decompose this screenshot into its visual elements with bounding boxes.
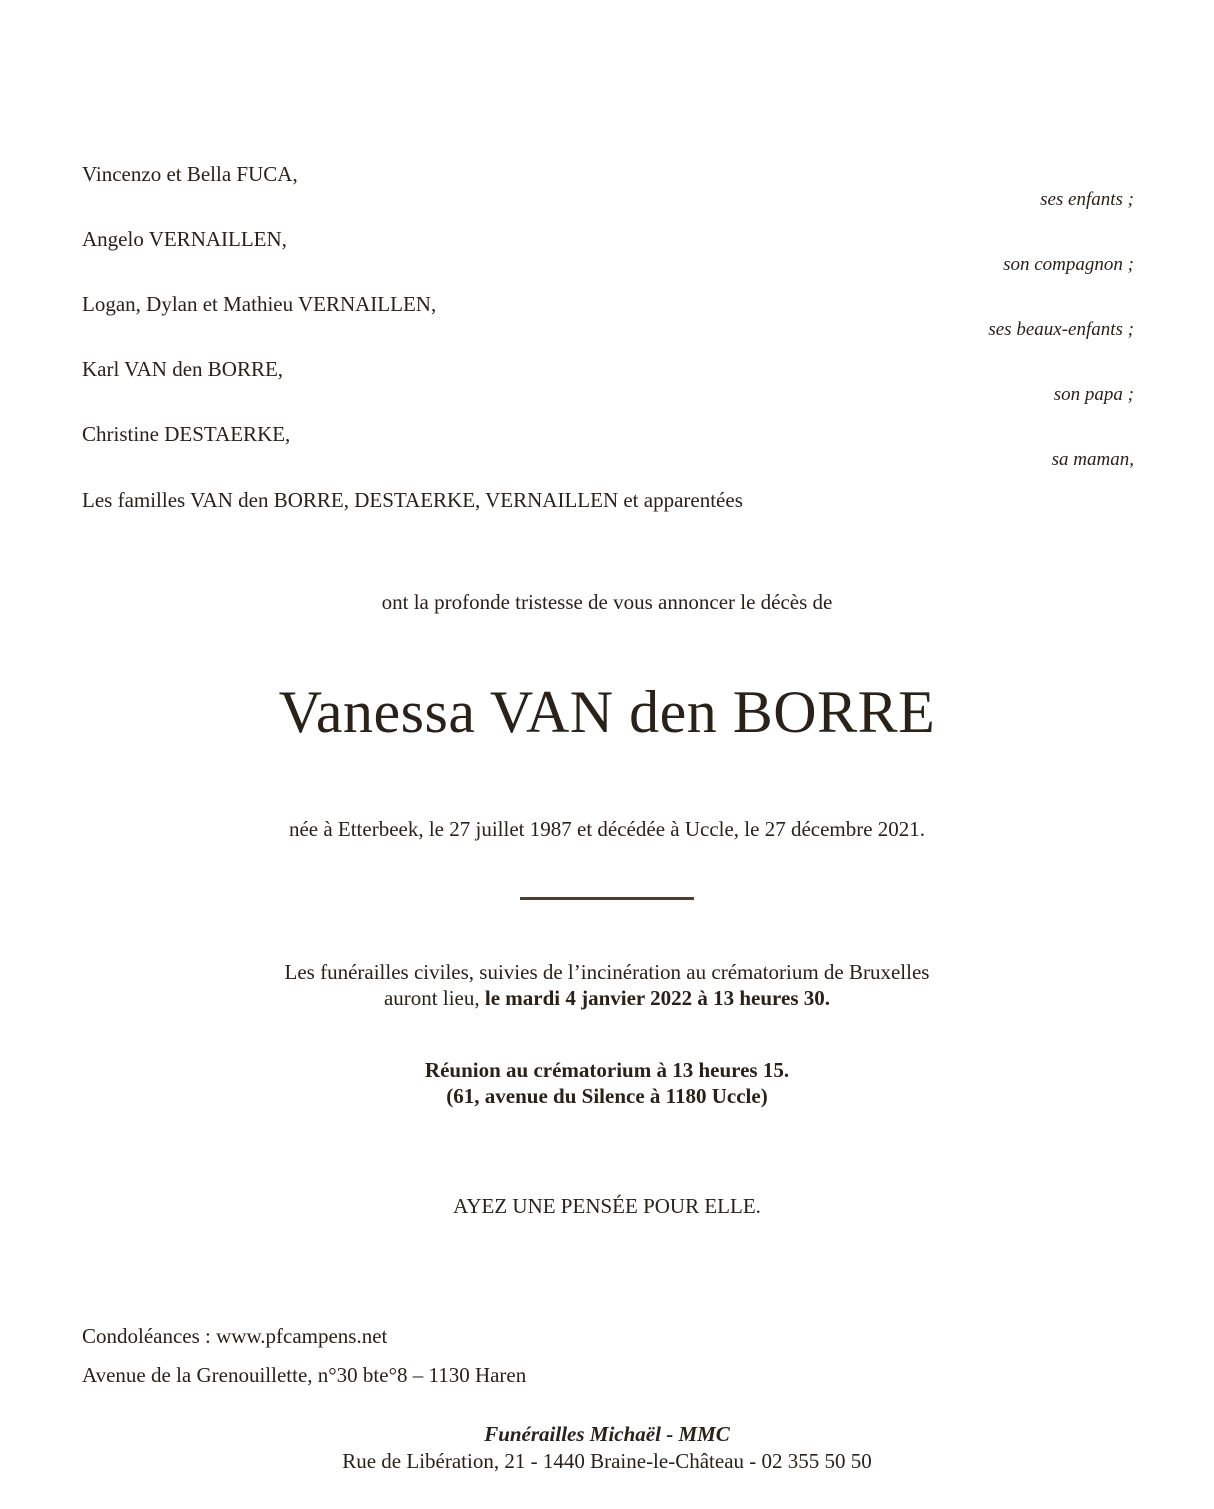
family-role-1: ses enfants ; bbox=[1040, 189, 1134, 210]
family-member-4: Karl VAN den BORRE, bbox=[82, 357, 284, 381]
funeral-home-address: Rue de Libération, 21 - 1440 Braine-le-Château - 02 355 50 50 bbox=[342, 1449, 872, 1473]
meeting-address: (61, avenue du Silence à 1180 Uccle) bbox=[446, 1084, 768, 1108]
family-role-3: ses beaux-enfants ; bbox=[988, 319, 1134, 340]
family-role-2: son compagnon ; bbox=[1003, 254, 1134, 275]
home-address: Avenue de la Grenouillette, n°30 bte°8 – 1130 Haren bbox=[82, 1363, 527, 1387]
family-member-6: Les familles VAN den BORRE, DESTAERKE, VERNAILLEN et apparentées bbox=[82, 488, 743, 512]
deceased-name: Vanessa VAN den BORRE bbox=[278, 679, 936, 745]
section-divider bbox=[520, 897, 694, 900]
funeral-line-2 bbox=[0, 986, 1214, 1010]
meeting-time: Réunion au crématorium à 13 heures 15. bbox=[424, 1058, 790, 1082]
family-member-1: Vincenzo et Bella FUCA, bbox=[82, 162, 298, 186]
funeral-home-name: Funérailles Michaël - MMC bbox=[484, 1422, 730, 1446]
condolences-link[interactable]: Condoléances : www.pfcampens.net bbox=[82, 1324, 388, 1348]
family-role-5: sa maman, bbox=[1051, 449, 1134, 470]
family-role-4: son papa ; bbox=[1053, 384, 1134, 405]
funeral-line-1: Les funérailles civiles, suivies de l’incinération au crématorium de Bruxelles bbox=[284, 960, 930, 984]
birth-death-dates: née à Etterbeek, le 27 juillet 1987 et décédée à Uccle, le 27 décembre 2021. bbox=[288, 817, 926, 841]
family-member-3: Logan, Dylan et Mathieu VERNAILLEN, bbox=[82, 292, 437, 316]
funeral-line-2-prefix: auront lieu, bbox=[383, 986, 480, 1010]
family-member-2: Angelo VERNAILLEN, bbox=[82, 227, 287, 251]
closing-message: AYEZ UNE PENSÉE POUR ELLE. bbox=[453, 1194, 761, 1218]
family-member-5: Christine DESTAERKE, bbox=[82, 422, 291, 446]
funeral-date-time: le mardi 4 janvier 2022 à 13 heures 30. bbox=[484, 986, 830, 1010]
announcement-text: ont la profonde tristesse de vous annoncer le décès de bbox=[381, 590, 833, 614]
